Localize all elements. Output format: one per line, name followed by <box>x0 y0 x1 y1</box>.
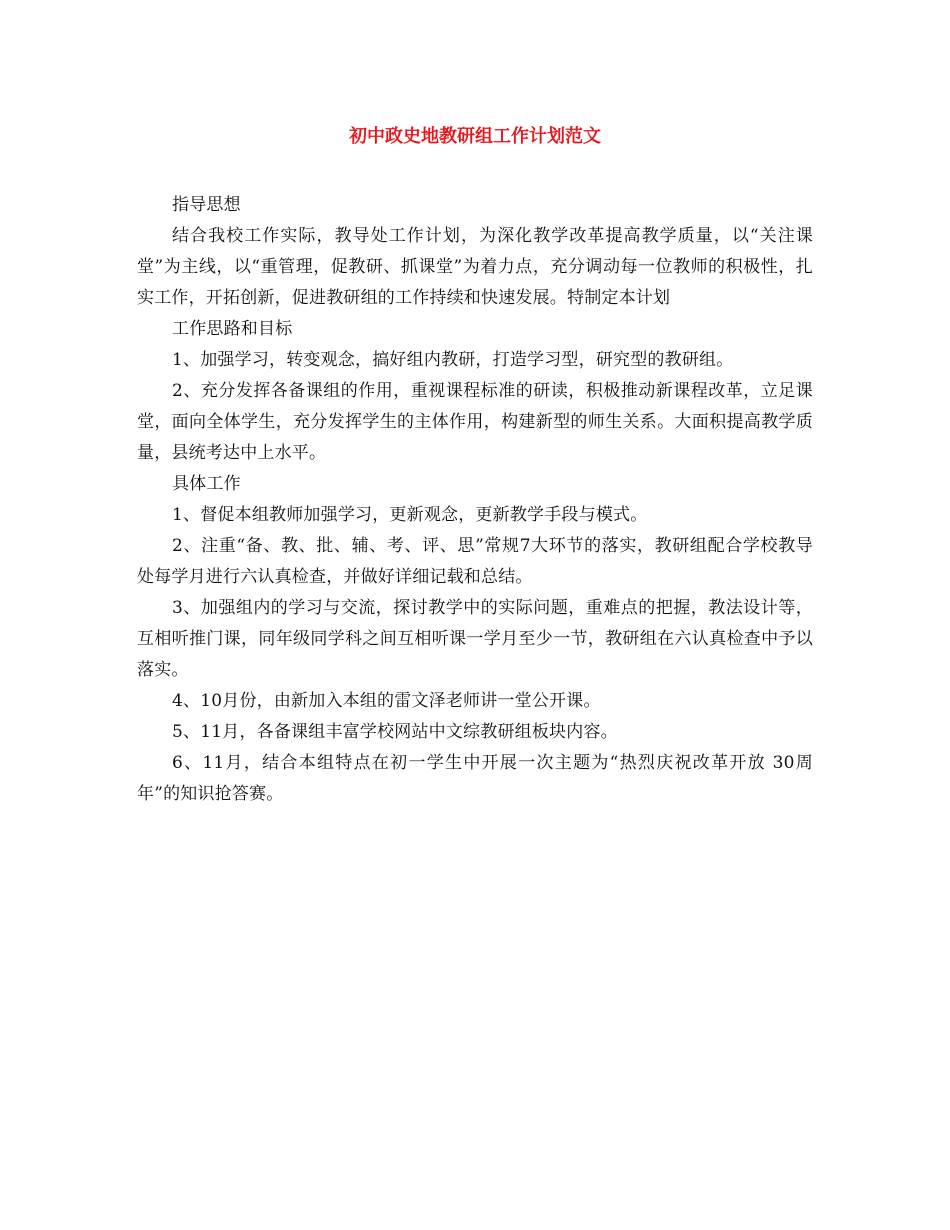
work-item-4: 4、10月份，由新加入本组的雷文泽老师讲一堂公开课。 <box>172 691 601 711</box>
work-item-6: 6、11月，结合本组特点在初一学生中开展一次主题为“热烈庆祝改革开放 30周年”的知识抢答赛。 <box>137 753 813 804</box>
document-body <box>137 190 813 810</box>
work-item-1: 1、督促本组教师加强学习，更新观念，更新教学手段与模式。 <box>172 505 648 525</box>
work-item-5: 5、11月，各备课组丰富学校网站中文综教研组板块内容。 <box>172 722 618 742</box>
guiding-ideology-paragraph: 结合我校工作实际，教导处工作计划，为深化教学改革提高教学质量，以“关注课堂”为主线，以“重管理，促教研、抓课堂”为着力点，充分调动每一位教师的积极性，扎实工作，开拓创新，促进教研组的工作持续和快速发展。特制定本计划 <box>137 226 813 308</box>
work-item-2: 2、注重“备、教、批、辅、考、评、思”常规7大环节的落实，教研组配合学校教导处每学月进行六认真检查，并做好详细记载和总结。 <box>137 536 813 587</box>
goal-item-1: 1、加强学习，转变观念，搞好组内教研，打造学习型，研究型的教研组。 <box>172 350 734 370</box>
section-heading-guiding-ideology: 指导思想 <box>172 195 241 215</box>
document-title: 初中政史地教研组工作计划范文 <box>349 126 601 147</box>
section-heading-ideas-and-goals: 工作思路和目标 <box>172 319 293 339</box>
section-heading-specific-work: 具体工作 <box>172 474 241 494</box>
work-item-3: 3、加强组内的学习与交流，探讨教学中的实际问题，重难点的把握，教法设计等，互相听推门课，同年级同学科之间互相听课一学月至少一节，教研组在六认真检查中予以落实。 <box>137 598 813 680</box>
goal-item-2: 2、充分发挥各备课组的作用，重视课程标准的研读，积极推动新课程改革，立足课堂，面向全体学生，充分发挥学生的主体作用，构建新型的师生关系。大面积提高教学质量，县统考达中上水平。 <box>137 381 813 463</box>
